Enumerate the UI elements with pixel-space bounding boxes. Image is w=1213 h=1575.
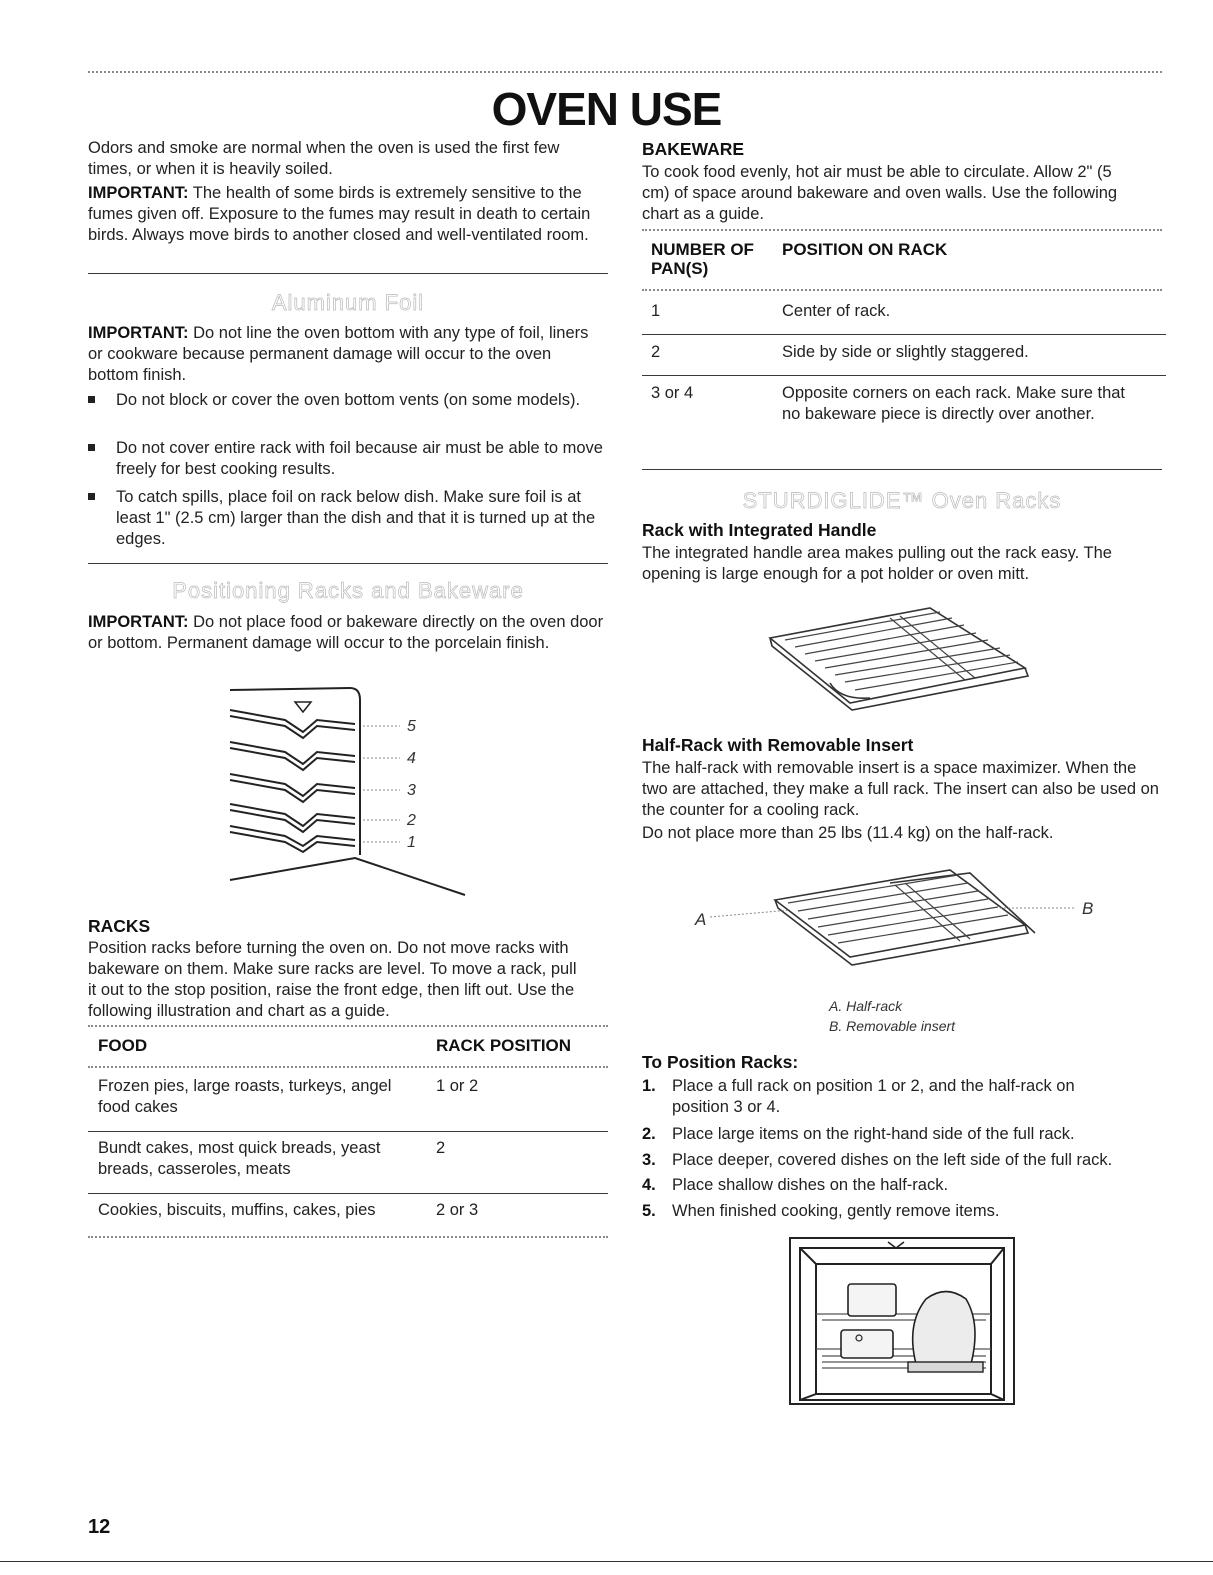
position-cell: 1 or 2 (436, 1077, 479, 1095)
bakeware-heading: BAKEWARE (642, 139, 745, 159)
step-text: Place deeper, covered dishes on the left side of the full rack. (672, 1151, 1113, 1169)
half-rack-paragraph: The half-rack with removable insert is a space maximizer. When the two are attached, they make a full rack. The insert can also be used on the counter for a cooling rack. (642, 759, 1159, 819)
row-divider (88, 1131, 608, 1132)
rack-position-label: 3 (407, 782, 416, 799)
row-divider (642, 375, 1166, 376)
row-divider (88, 1193, 608, 1194)
foil-bullet-3: To catch spills, place foil on rack below dish. Make sure foil is at least 1" (2.5 cm) larger than the dish and that it is turned up at the edges. (116, 488, 596, 548)
number-column-header: NUMBER OF PAN(S) (651, 240, 754, 278)
step-number: 5. (642, 1202, 656, 1220)
important-label: IMPORTANT: (88, 184, 189, 202)
food-column-header: FOOD (98, 1036, 148, 1055)
position-cell: 2 or 3 (436, 1201, 479, 1219)
row-divider (642, 334, 1166, 335)
racks-paragraph: Position racks before turning the oven on. Do not move racks with bakeware on them. Make sure racks are level. To move a rack, pull it out to the stop position, raise the front edge, then lift out. Use the following illustration and chart as a guide. (88, 939, 577, 1020)
callout-b-label: B (1082, 899, 1094, 918)
bakeware-paragraph: To cook food evenly, hot air must be able to circulate. Allow 2" (5 cm) of space around bakeware and oven walls. Use the following chart as a guide. (642, 163, 1118, 223)
half-rack-illustration (690, 855, 1100, 990)
pan-position-cell: Side by side or slightly staggered. (782, 343, 1029, 361)
sturdiglide-heading: STURDIGLIDE™ Oven Racks (742, 488, 1062, 513)
important-text: Do not place food or bakeware directly on the oven door or bottom. Permanent damage will occur to the porcelain finish. (88, 613, 604, 652)
rack-position-label: 1 (407, 834, 416, 851)
positioning-heading: Positioning Racks and Bakeware (172, 578, 524, 603)
pan-number-cell: 1 (651, 302, 661, 320)
pan-number-cell: 2 (651, 343, 661, 361)
callout-a-label: A (695, 910, 707, 929)
important-birds-paragraph (88, 183, 606, 246)
food-cell: Frozen pies, large roasts, turkeys, angel food cakes (98, 1077, 392, 1116)
section-divider (88, 563, 608, 564)
important-text: The health of some birds is extremely sensitive to the fumes given off. Exposure to the fumes may result in death to certain birds. Always move birds to another closed and well-ventilated room. (88, 184, 591, 244)
rack-with-handle-illustration (760, 598, 1040, 718)
step-number: 1. (642, 1077, 656, 1095)
rack-position-label: 5 (407, 718, 416, 735)
half-rack-heading: Half-Rack with Removable Insert (642, 735, 914, 755)
bullet-icon (88, 396, 95, 403)
bullet-icon (88, 493, 95, 500)
step-number: 4. (642, 1176, 656, 1194)
rack-position-column-header: RACK POSITION (436, 1036, 572, 1055)
step-number: 3. (642, 1151, 656, 1169)
section-divider (642, 469, 1162, 470)
important-label: IMPORTANT: (88, 613, 189, 631)
foil-important-paragraph (88, 323, 606, 386)
page-number: 12 (88, 1516, 111, 1538)
caption-a: A. Half-rack (829, 998, 903, 1014)
pan-position-cell: Opposite corners on each rack. Make sure that no bakeware piece is directly over another. (782, 384, 1126, 423)
positioning-important-paragraph (88, 612, 606, 654)
food-cell: Cookies, biscuits, muffins, cakes, pies (98, 1201, 376, 1219)
table-rule (88, 1066, 608, 1068)
step-text: Place shallow dishes on the half-rack. (672, 1176, 949, 1194)
pan-position-cell: Center of rack. (782, 302, 891, 320)
integrated-handle-heading: Rack with Integrated Handle (642, 520, 877, 540)
table-rule (642, 289, 1162, 291)
racks-heading: RACKS (88, 916, 151, 936)
to-position-racks-heading: To Position Racks: (642, 1052, 799, 1072)
page-title: OVEN USE (491, 83, 722, 135)
step-number: 2. (642, 1125, 656, 1143)
integrated-handle-paragraph: The integrated handle area makes pulling out the rack easy. The opening is large enough for a pot holder or oven mitt. (642, 544, 1112, 583)
top-rule (88, 71, 1162, 73)
food-cell: Bundt cakes, most quick breads, yeast breads, casseroles, meats (98, 1139, 381, 1178)
position-cell: 2 (436, 1139, 446, 1157)
rack-positions-illustration (225, 680, 485, 900)
oven-interior-illustration (786, 1234, 1018, 1406)
foil-bullet-1: Do not block or cover the oven bottom vents (on some models). (116, 391, 581, 409)
caption-b: B. Removable insert (829, 1018, 956, 1034)
step-text: When finished cooking, gently remove items. (672, 1202, 1000, 1220)
section-divider (88, 273, 608, 274)
foil-heading: Aluminum Foil (271, 290, 425, 315)
step-text: Place a full rack on position 1 or 2, and the half-rack on position 3 or 4. (672, 1077, 1075, 1116)
rack-position-label: 2 (407, 812, 416, 829)
rack-position-label: 4 (407, 750, 416, 767)
important-text: Do not line the oven bottom with any type of foil, liners or cookware because permanent damage will occur to the oven bottom finish. (88, 324, 589, 384)
important-label: IMPORTANT: (88, 324, 189, 342)
bullet-icon (88, 444, 95, 451)
half-rack-weight-note: Do not place more than 25 lbs (11.4 kg) on the half-rack. (642, 824, 1054, 842)
bottom-rule (0, 1561, 1213, 1562)
table-rule (88, 1236, 608, 1238)
step-text: Place large items on the right-hand side of the full rack. (672, 1125, 1075, 1143)
table-rule (88, 1025, 608, 1027)
table-rule (642, 229, 1162, 231)
intro-paragraph: Odors and smoke are normal when the oven is used the first few times, or when it is heavily soiled. (88, 139, 560, 178)
position-column-header: POSITION ON RACK (782, 240, 948, 259)
pan-number-cell: 3 or 4 (651, 384, 694, 402)
foil-bullet-2: Do not cover entire rack with foil because air must be able to move freely for best cooking results. (116, 439, 603, 478)
